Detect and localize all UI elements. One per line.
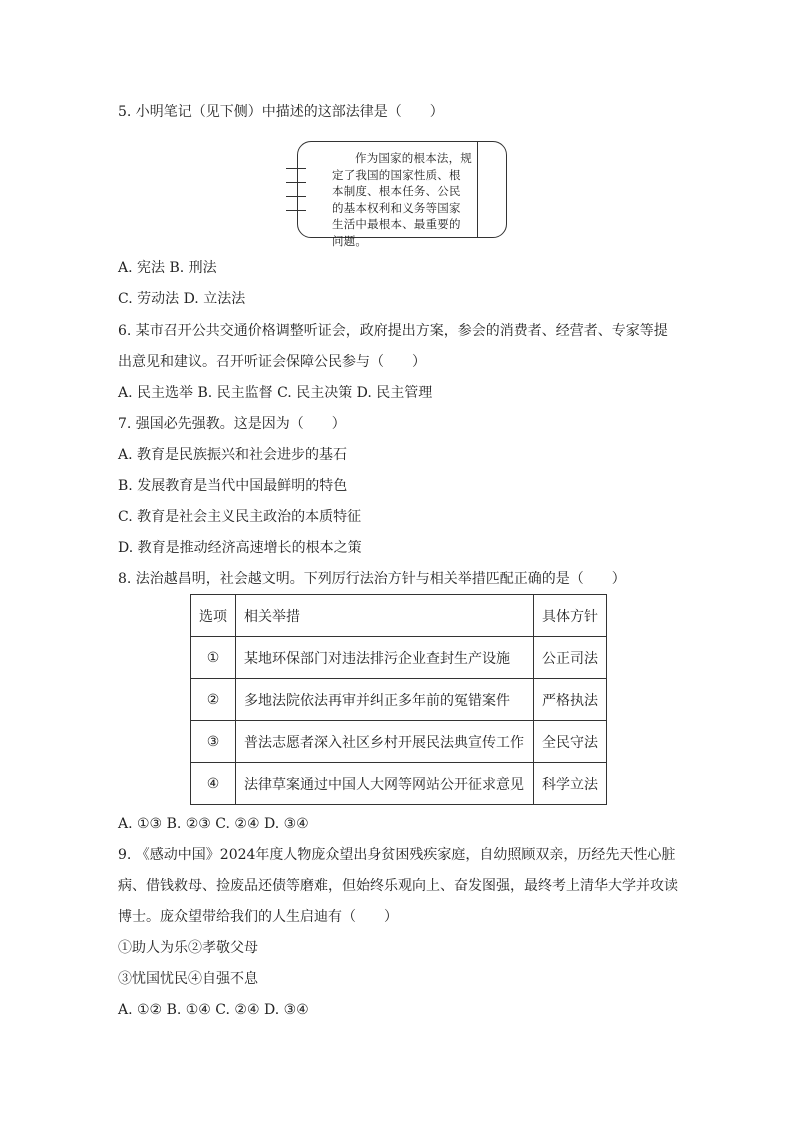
table-cell-policy: 全民守法: [534, 721, 607, 763]
question-9-stem-line3: 博士。庞众望带给我们的人生启迪有（ ）: [118, 909, 398, 925]
table-cell-option: ④: [191, 763, 236, 805]
note-binding-tick: [286, 210, 306, 211]
table-header-cell: 选项: [191, 595, 236, 637]
table-header-row: [191, 595, 607, 637]
note-binding-tick: [286, 196, 306, 197]
question-6-stem-line1: 6. 某市召开公共交通价格调整听证会，政府提出方案，参会的消费者、经营者、专家等提: [118, 323, 668, 339]
question-9-choices-1: ①助人为乐②孝敬父母: [118, 940, 258, 956]
question-7-stem: 7. 强国必先强教。这是因为（ ）: [118, 416, 346, 432]
table-cell-policy: 公正司法: [534, 637, 607, 679]
table-cell-measure: 某地环保部门对违法排污企业查封生产设施: [236, 637, 534, 679]
question-8-stem: 8. 法治越昌明，社会越文明。下列厉行法治方针与相关举措匹配正确的是（ ）: [118, 571, 626, 587]
table-cell-measure: 多地法院依法再审并纠正多年前的冤错案件: [236, 679, 534, 721]
table-cell-option: ②: [191, 679, 236, 721]
table-cell-option: ③: [191, 721, 236, 763]
table-row: [191, 679, 607, 721]
question-9-options: A. ①② B. ①④ C. ②④ D. ③④: [118, 1002, 309, 1018]
note-text-block: [332, 150, 472, 249]
table-row: [191, 721, 607, 763]
note-binding-tick: [286, 182, 306, 183]
note-text: 作为国家的根本法，规定了我国的国家性质、根本制度、根本任务、公民的基本权利和义务等国家生活中最根本、最重要的问题。: [332, 151, 472, 248]
table-cell-measure: 普法志愿者深入社区乡村开展民法典宣传工作: [236, 721, 534, 763]
question-8-options: A. ①③ B. ②③ C. ②④ D. ③④: [118, 816, 309, 832]
table-row: [191, 637, 607, 679]
note-binding-tick: [286, 168, 306, 169]
question-6-stem-line2: 出意见和建议。召开听证会保障公民参与（ ）: [118, 354, 426, 370]
question-7-option-c: C. 教育是社会主义民主政治的本质特征: [118, 509, 362, 525]
question-5-options-1: A. 宪法 B. 刑法: [118, 260, 217, 276]
question-5-options-2: C. 劳动法 D. 立法法: [118, 291, 246, 307]
question-5-stem: 5. 小明笔记（见下侧）中描述的这部法律是（ ）: [118, 104, 444, 120]
question-6-options: A. 民主选举 B. 民主监督 C. 民主决策 D. 民主管理: [118, 385, 433, 401]
table-cell-measure: 法律草案通过中国人大网等网站公开征求意见: [236, 763, 534, 805]
question-8-table: [190, 594, 607, 805]
table-cell-policy: 科学立法: [534, 763, 607, 805]
table-cell-policy: 严格执法: [534, 679, 607, 721]
question-9-stem-line2: 病、借钱救母、捡废品还债等磨难，但始终乐观向上、奋发图强，最终考上清华大学并攻读: [118, 878, 678, 894]
note-margin-line: [477, 142, 478, 237]
question-7-option-b: B. 发展教育是当代中国最鲜明的特色: [118, 478, 348, 494]
question-7-option-a: A. 教育是民族振兴和社会进步的基石: [118, 447, 348, 463]
note-card: [297, 141, 507, 248]
table-header-cell: 相关举措: [236, 595, 534, 637]
question-7-option-d: D. 教育是推动经济高速增长的根本之策: [118, 540, 362, 556]
question-9-choices-2: ③忧国忧民④自强不息: [118, 971, 258, 987]
question-9-stem-line1: 9. 《感动中国》2024年度人物庞众望出身贫困残疾家庭，自幼照顾双亲，历经先天性心脏: [118, 847, 676, 863]
table-header-cell: 具体方针: [534, 595, 607, 637]
table-row: [191, 763, 607, 805]
table-cell-option: ①: [191, 637, 236, 679]
